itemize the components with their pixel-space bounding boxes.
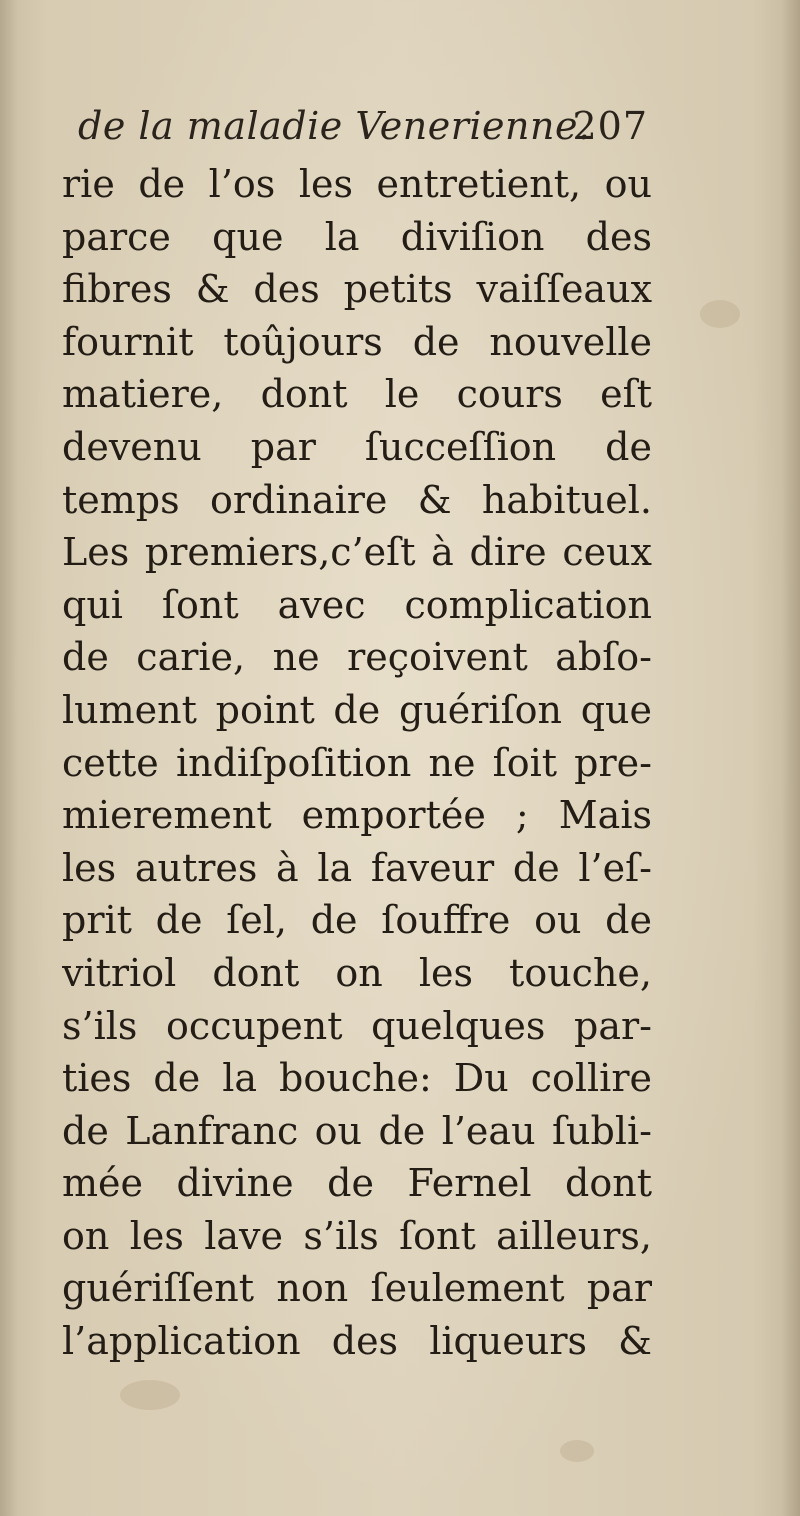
text-line: Les premiers,c’eſt à dire ceux: [62, 530, 652, 575]
text-line: de carie, ne reçoivent abſo-: [62, 635, 652, 680]
paper-stain: [120, 1380, 180, 1410]
text-line: matiere, dont le cours eſt: [62, 372, 652, 417]
text-line: de Lanfranc ou de l’eau ſubli-: [62, 1108, 652, 1153]
page-number: 207: [572, 104, 648, 148]
text-line: mée divine de Fernel dont: [62, 1161, 652, 1206]
paper-stain: [700, 300, 740, 328]
text-line: prit de ſel, de ſouffre ou de: [62, 898, 652, 943]
text-line: parce que la diviſion des: [62, 214, 652, 259]
text-line: ties de la bouche: Du collire: [62, 1056, 652, 1101]
text-line: mierement emportée ; Mais: [62, 793, 652, 838]
page-edge-shadow: [782, 0, 800, 1516]
text-line: temps ordinaire & habituel.: [62, 477, 652, 522]
paper-stain: [560, 1440, 594, 1462]
text-line: les autres à la faveur de l’eſ-: [62, 845, 652, 890]
text-line: cette indiſpoſition ne ſoit pre-: [62, 740, 652, 785]
text-line: vitriol dont on les touche,: [62, 950, 652, 995]
text-line: fibres & des petits vaiſſeaux: [62, 267, 652, 312]
text-line: lument point de guériſon que: [62, 687, 652, 732]
text-line: guériſſent non ſeulement par: [62, 1266, 652, 1311]
body-text: [62, 158, 652, 1368]
text-line: fournit toûjours de nouvelle: [62, 319, 652, 364]
text-line: devenu par ſucceſſion de: [62, 424, 652, 469]
running-title: de la maladie Venerienne.: [78, 104, 591, 148]
text-line: l’application des liqueurs &: [62, 1319, 652, 1364]
text-line: on les lave s’ils ſont ailleurs,: [62, 1213, 652, 1258]
text-line: s’ils occupent quelques par-: [62, 1003, 652, 1048]
page-gutter-shadow: [0, 0, 18, 1516]
text-line: qui ſont avec complication: [62, 582, 652, 627]
text-line: rie de l’os les entretient, ou: [62, 162, 652, 206]
running-head: [78, 96, 648, 156]
